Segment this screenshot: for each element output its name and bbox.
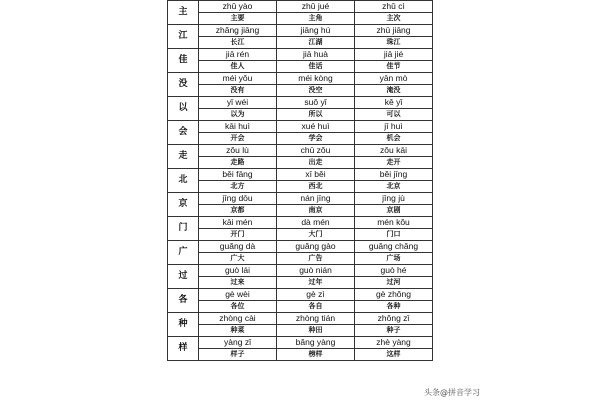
pinyin-vocabulary-table	[167, 0, 433, 361]
pinyin-cell: zhǒng zǐ	[355, 313, 433, 325]
word-cell: 以为	[199, 109, 277, 121]
word-row	[168, 229, 433, 241]
word-cell: 种菜	[199, 325, 277, 337]
pinyin-cell: yǐ wéi	[199, 97, 277, 109]
pinyin-cell: jiā huà	[277, 49, 355, 61]
pinyin-row	[168, 1, 433, 13]
word-row	[168, 181, 433, 193]
word-cell: 样子	[199, 349, 277, 361]
pinyin-cell: guò hé	[355, 265, 433, 277]
word-row	[168, 13, 433, 25]
word-cell: 各种	[355, 301, 433, 313]
character-cell: 过	[168, 265, 199, 289]
pinyin-cell: guǎng chǎng	[355, 241, 433, 253]
pinyin-row	[168, 337, 433, 349]
character-cell: 以	[168, 97, 199, 121]
pinyin-row	[168, 313, 433, 325]
pinyin-cell: xué huì	[277, 121, 355, 133]
pinyin-cell: yàng zǐ	[199, 337, 277, 349]
word-cell: 过来	[199, 277, 277, 289]
word-cell: 佳话	[277, 61, 355, 73]
pinyin-row	[168, 73, 433, 85]
word-row	[168, 325, 433, 337]
character-cell: 各	[168, 289, 199, 313]
pinyin-row	[168, 97, 433, 109]
word-cell: 淹没	[355, 85, 433, 97]
word-cell: 学会	[277, 133, 355, 145]
pinyin-cell: guò lái	[199, 265, 277, 277]
pinyin-cell: méi kòng	[277, 73, 355, 85]
word-cell: 可以	[355, 109, 433, 121]
word-cell: 走开	[355, 157, 433, 169]
character-cell: 门	[168, 217, 199, 241]
pinyin-cell: xī běi	[277, 169, 355, 181]
pinyin-cell: dà mén	[277, 217, 355, 229]
word-row	[168, 61, 433, 73]
pinyin-cell: zhǔ yào	[199, 1, 277, 13]
vocabulary-table-sheet	[167, 0, 429, 400]
word-cell: 开门	[199, 229, 277, 241]
pinyin-row	[168, 265, 433, 277]
word-cell: 榜样	[277, 349, 355, 361]
pinyin-row	[168, 49, 433, 61]
character-cell: 没	[168, 73, 199, 97]
word-cell: 北京	[355, 181, 433, 193]
word-cell: 京都	[199, 205, 277, 217]
word-cell: 广大	[199, 253, 277, 265]
word-cell: 广告	[277, 253, 355, 265]
word-row	[168, 133, 433, 145]
character-cell: 江	[168, 25, 199, 49]
pinyin-cell: gè zhǒng	[355, 289, 433, 301]
pinyin-cell: jīng jù	[355, 193, 433, 205]
pinyin-cell: guǎng gào	[277, 241, 355, 253]
word-cell: 主要	[199, 13, 277, 25]
word-cell: 过河	[355, 277, 433, 289]
word-cell: 过年	[277, 277, 355, 289]
character-cell: 种	[168, 313, 199, 337]
word-row	[168, 157, 433, 169]
word-cell: 这样	[355, 349, 433, 361]
pinyin-cell: chū zǒu	[277, 145, 355, 157]
word-cell: 开会	[199, 133, 277, 145]
word-cell: 门口	[355, 229, 433, 241]
pinyin-cell: nán jīng	[277, 193, 355, 205]
word-row	[168, 37, 433, 49]
pinyin-row	[168, 193, 433, 205]
pinyin-cell: suǒ yǐ	[277, 97, 355, 109]
pinyin-cell: kāi mén	[199, 217, 277, 229]
word-cell: 没空	[277, 85, 355, 97]
pinyin-row	[168, 217, 433, 229]
character-cell: 北	[168, 169, 199, 193]
pinyin-cell: kě yǐ	[355, 97, 433, 109]
word-cell: 江湖	[277, 37, 355, 49]
pinyin-row	[168, 289, 433, 301]
pinyin-cell: mén kǒu	[355, 217, 433, 229]
pinyin-cell: guǎng dà	[199, 241, 277, 253]
pinyin-cell: jīng dōu	[199, 193, 277, 205]
word-cell: 佳节	[355, 61, 433, 73]
word-cell: 机会	[355, 133, 433, 145]
word-row	[168, 277, 433, 289]
word-cell: 出走	[277, 157, 355, 169]
character-cell: 样	[168, 337, 199, 361]
pinyin-cell: gè zì	[277, 289, 355, 301]
watermark: 头条@拼音学习	[424, 388, 480, 397]
character-cell: 会	[168, 121, 199, 145]
pinyin-cell: guò nián	[277, 265, 355, 277]
word-row	[168, 109, 433, 121]
pinyin-cell: zǒu lù	[199, 145, 277, 157]
word-cell: 主次	[355, 13, 433, 25]
character-cell: 走	[168, 145, 199, 169]
word-cell: 南京	[277, 205, 355, 217]
pinyin-cell: jiā rén	[199, 49, 277, 61]
pinyin-cell: zhè yàng	[355, 337, 433, 349]
pinyin-cell: zǒu kāi	[355, 145, 433, 157]
pinyin-row	[168, 169, 433, 181]
word-cell: 京剧	[355, 205, 433, 217]
pinyin-cell: méi yǒu	[199, 73, 277, 85]
word-cell: 各自	[277, 301, 355, 313]
pinyin-row	[168, 145, 433, 157]
character-cell: 广	[168, 241, 199, 265]
word-cell: 长江	[199, 37, 277, 49]
pinyin-cell: zhū jiāng	[355, 25, 433, 37]
character-cell: 京	[168, 193, 199, 217]
pinyin-cell: běi fāng	[199, 169, 277, 181]
pinyin-cell: jiā jié	[355, 49, 433, 61]
word-cell: 大门	[277, 229, 355, 241]
pinyin-cell: gè wèi	[199, 289, 277, 301]
word-cell: 北方	[199, 181, 277, 193]
word-row	[168, 205, 433, 217]
pinyin-row	[168, 25, 433, 37]
pinyin-cell: zhǔ cì	[355, 1, 433, 13]
word-cell: 佳人	[199, 61, 277, 73]
pinyin-cell: zhòng cài	[199, 313, 277, 325]
pinyin-cell: zhǎng jiāng	[199, 25, 277, 37]
word-cell: 西北	[277, 181, 355, 193]
pinyin-cell: zhòng tián	[277, 313, 355, 325]
character-cell: 主	[168, 1, 199, 25]
pinyin-cell: zhǔ jué	[277, 1, 355, 13]
word-cell: 没有	[199, 85, 277, 97]
word-cell: 珠江	[355, 37, 433, 49]
pinyin-cell: jī huì	[355, 121, 433, 133]
word-cell: 主角	[277, 13, 355, 25]
word-cell: 种田	[277, 325, 355, 337]
word-cell: 走路	[199, 157, 277, 169]
word-cell: 广场	[355, 253, 433, 265]
word-cell: 种子	[355, 325, 433, 337]
word-row	[168, 301, 433, 313]
word-row	[168, 253, 433, 265]
word-cell: 所以	[277, 109, 355, 121]
pinyin-cell: kāi huì	[199, 121, 277, 133]
table-body	[168, 1, 433, 361]
character-cell: 佳	[168, 49, 199, 73]
pinyin-cell: bǎng yàng	[277, 337, 355, 349]
pinyin-row	[168, 121, 433, 133]
word-row	[168, 349, 433, 361]
pinyin-cell: běi jīng	[355, 169, 433, 181]
word-row	[168, 85, 433, 97]
word-cell: 各位	[199, 301, 277, 313]
pinyin-cell: jiāng hú	[277, 25, 355, 37]
pinyin-row	[168, 241, 433, 253]
pinyin-cell: yān mò	[355, 73, 433, 85]
